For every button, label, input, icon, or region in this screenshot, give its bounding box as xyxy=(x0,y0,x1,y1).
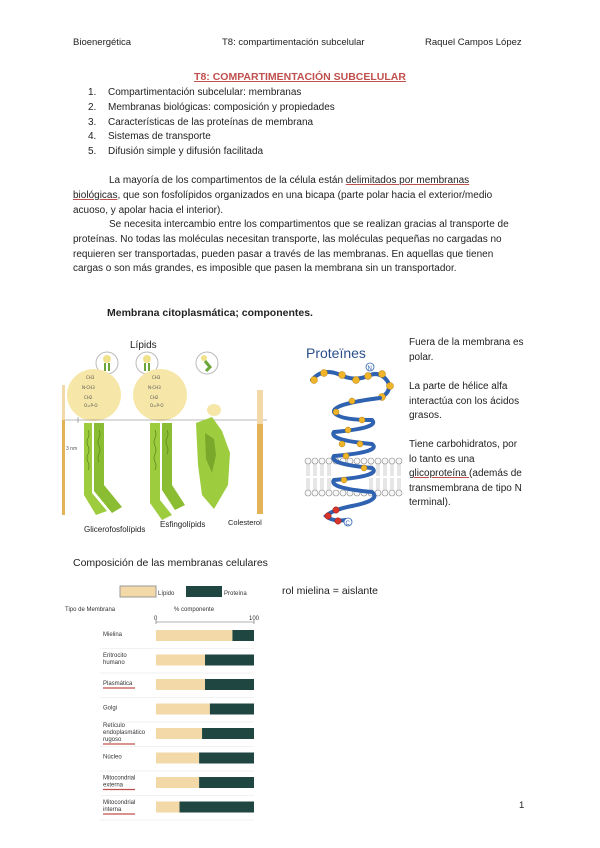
legend-swatch-protein xyxy=(186,586,222,597)
svg-text:CH2: CH2 xyxy=(150,395,159,400)
bar-lipid xyxy=(156,679,205,690)
bar-protein xyxy=(202,728,254,739)
chart-col-header-pct: % componente xyxy=(174,607,215,613)
svg-text:CH3: CH3 xyxy=(86,375,95,380)
chart-legend xyxy=(120,586,247,597)
toc-list xyxy=(88,86,335,160)
toc-item: 1. Compartimentación subcelular: membranas xyxy=(88,87,302,98)
protein-title: Proteïnes xyxy=(306,345,366,361)
chart-category-label: Mielina xyxy=(103,632,123,638)
n-terminal-label: N xyxy=(367,366,372,372)
header-center: T8: compartimentación subcelular xyxy=(222,37,365,48)
legend-label-protein: Proteína xyxy=(224,591,247,597)
header-right: Raquel Campos López xyxy=(425,37,522,48)
bar-protein xyxy=(205,679,254,690)
bar-protein xyxy=(205,655,254,666)
svg-text:CH2: CH2 xyxy=(84,395,93,400)
toc-item: 4. Sistemas de transporte xyxy=(88,131,211,143)
bar-protein xyxy=(232,630,254,641)
bar-protein xyxy=(199,777,254,788)
chart-category-label: Retículo endoplasmático rugoso xyxy=(103,723,146,743)
svg-text:N-CH3: N-CH3 xyxy=(82,385,95,390)
bar-lipid xyxy=(156,802,180,813)
bar-protein xyxy=(210,704,254,715)
chart-category-label: Eritrocito humano xyxy=(103,653,127,666)
bar-lipid xyxy=(156,728,202,739)
legend-label-lipid: Lípido xyxy=(158,591,175,597)
chart-col-header-type: Tipo de Membrana xyxy=(65,607,116,613)
section-title: Membrana citoplasmática; componentes. xyxy=(107,307,313,319)
page-title: T8: COMPARTIMENTACIÓN SUBCELULAR xyxy=(194,71,406,83)
svg-text:O=P-O: O=P-O xyxy=(84,403,98,408)
chart-category-label: Golgi xyxy=(103,705,118,712)
svg-text:N-CH3: N-CH3 xyxy=(148,385,161,390)
bar-lipid xyxy=(156,753,199,764)
svg-text:CH3: CH3 xyxy=(152,375,161,380)
bar-lipid xyxy=(156,630,232,641)
bar-lipid xyxy=(156,655,205,666)
lipid-icon-3 xyxy=(196,352,218,374)
header-left: Bioenergética xyxy=(73,37,132,48)
page-number: 1 xyxy=(519,800,525,811)
composition-chart xyxy=(62,580,272,813)
lipids-title: Lípids xyxy=(130,340,157,351)
chart-category-label: Mitocondrial interna xyxy=(103,800,136,813)
svg-text:O=P-O: O=P-O xyxy=(150,403,164,408)
protein-figure xyxy=(302,340,404,530)
c-terminal-label: C xyxy=(345,521,350,527)
bar-lipid xyxy=(156,777,199,788)
toc-item: 3. Características de las proteínas de membrana xyxy=(88,116,314,128)
legend-swatch-lipid xyxy=(120,586,156,597)
side-note-helix: La parte de hélice alfa interactúa con los ácidos grasos. xyxy=(409,381,520,422)
paragraph-intro: La mayoría de los compartimentos de la célula están delimitados por membranas biológicas, que son fosfolípidos organizados en una bicapa (parte polar hacia el exterior/medio acuoso, y apolar hacia el interior). xyxy=(73,175,493,216)
bar-protein xyxy=(199,753,254,764)
bar-lipid xyxy=(156,704,210,715)
side-note-polar: Fuera de la membrana es polar. xyxy=(409,337,524,363)
chart-category-label: Plasmática xyxy=(103,681,133,687)
lipid-label-colesterol: Colesterol xyxy=(228,518,262,527)
lipid-label-esfingolipids: Esfingolípids xyxy=(160,520,206,529)
toc-item: 5. Difusión simple y difusión facilitada xyxy=(88,146,264,158)
bar-protein xyxy=(180,802,254,813)
lipid-label-glicerofosfolipids: Glicerofosfolípids xyxy=(84,525,146,534)
composition-title: Composición de las membranas celulares xyxy=(73,557,268,569)
chart-category-label: Núcleo xyxy=(103,754,122,761)
lipids-axis-label: 3 nm xyxy=(66,446,78,452)
toc-item: 2. Membranas biológicas: composición y propiedades xyxy=(88,101,335,113)
mielina-note: rol mielina = aislante xyxy=(282,585,379,597)
chart-tick-0: 0 xyxy=(154,616,158,622)
side-note-glycoprotein: Tiene carbohidratos, por lo tanto es una glicoproteína (además de transmembrana de tipo N terminal). xyxy=(409,439,522,509)
lipids-figure xyxy=(62,335,274,535)
chart-tick-100: 100 xyxy=(249,616,260,622)
paragraph-transport: Se necesita intercambio entre los compartimentos que se realizan gracias al transporte de proteínas. No todas las moléculas necesitan transporte, las moléculas pequeñas no cargadas no requieren ser transportadas, pueden pasar a través de las membranas. En aquellas que tienen cargas o son más grandes, es imposible que pasen la membrana sin un transportador. xyxy=(73,219,509,275)
chart-category-label: Mitocondrial externa xyxy=(103,775,136,789)
